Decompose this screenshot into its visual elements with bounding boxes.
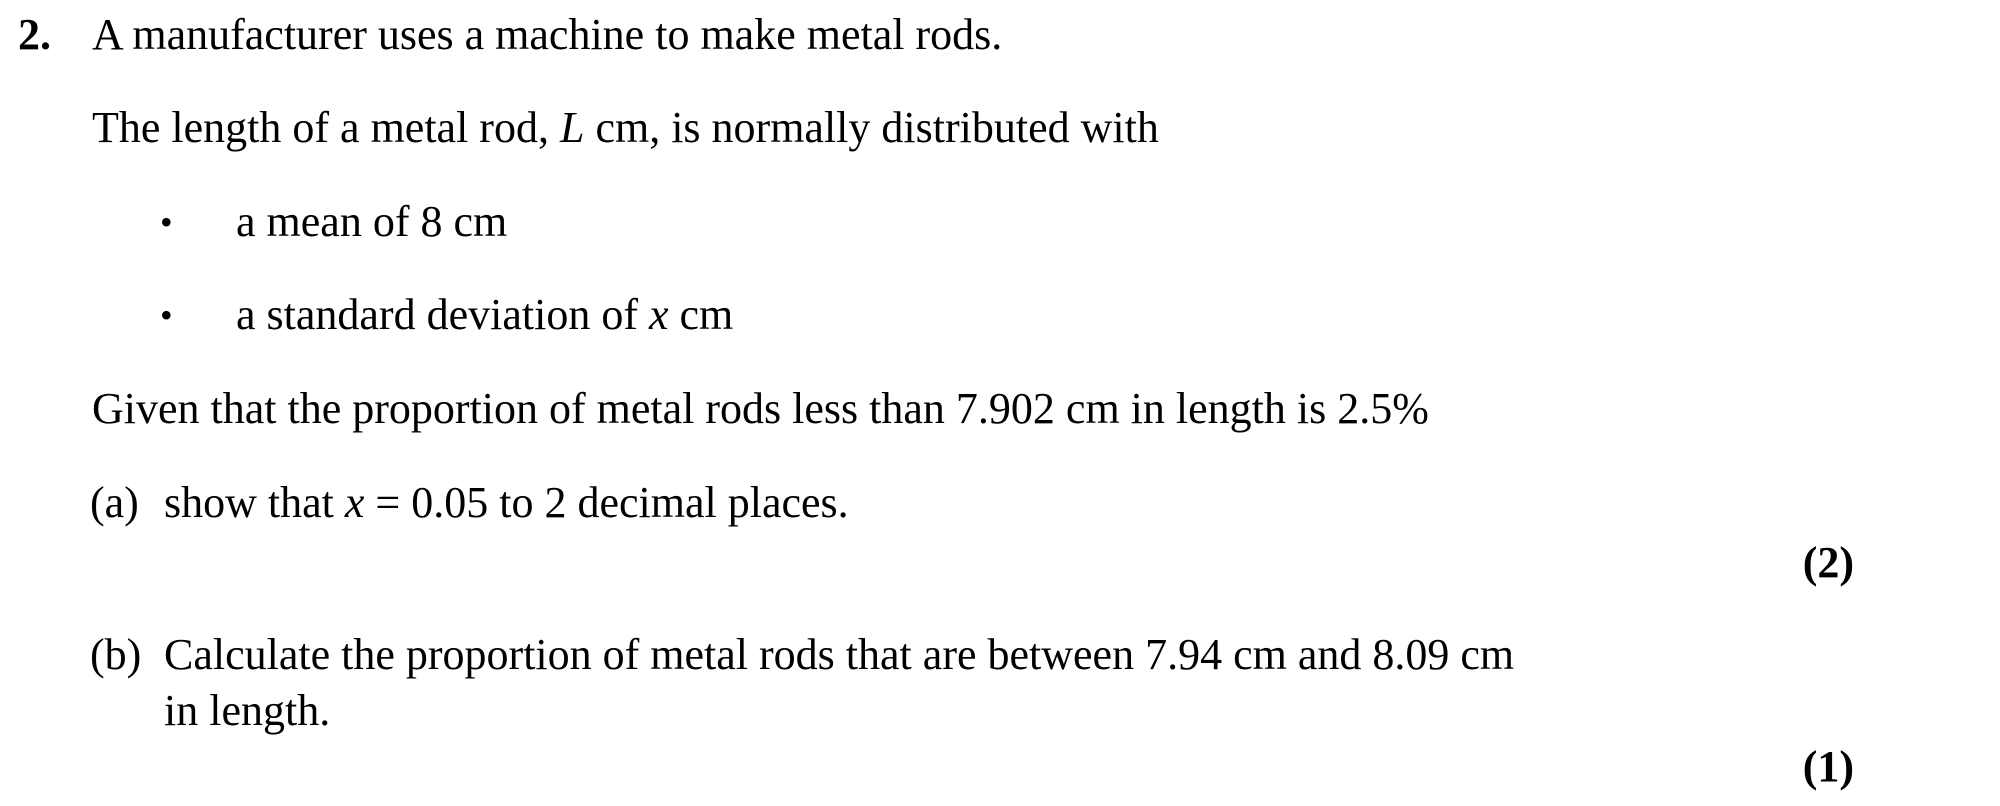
part-a-text-pre: show that: [164, 478, 345, 527]
part-a-text: [164, 478, 849, 528]
bullet-text-post: cm: [668, 290, 734, 339]
distribution-text-post: cm, is normally distributed with: [584, 103, 1159, 152]
bullet-marker: •: [160, 202, 173, 242]
bullet-marker: •: [160, 295, 173, 335]
variable-l: L: [559, 103, 585, 152]
question-intro: A manufacturer uses a machine to make metal rods.: [92, 10, 1003, 59]
given-statement: Given that the proportion of metal rods less than 7.902 cm in length is 2.5%: [92, 384, 1429, 433]
part-b-text-line1: Calculate the proportion of metal rods that are between 7.94 cm and 8.09 cm: [164, 630, 1515, 679]
part-b-label: (b): [90, 630, 142, 679]
bullet-item-standard-deviation: [236, 290, 733, 340]
part-a-label: (a): [90, 478, 139, 527]
distribution-text-pre: The length of a metal rod,: [92, 103, 560, 152]
part-a-marks: (2): [1802, 538, 1854, 587]
distribution-statement: [92, 103, 1159, 153]
part-b-marks: (1): [1802, 742, 1854, 791]
bullet-text-pre: a standard deviation of: [236, 290, 649, 339]
part-b-text-line2: in length.: [164, 686, 331, 735]
bullet-item-mean: a mean of 8 cm: [236, 197, 508, 246]
variable-x: x: [648, 290, 669, 339]
part-a-text-post: = 0.05 to 2 decimal places.: [364, 478, 849, 527]
variable-x: x: [344, 478, 365, 527]
question-number: 2.: [18, 10, 51, 59]
